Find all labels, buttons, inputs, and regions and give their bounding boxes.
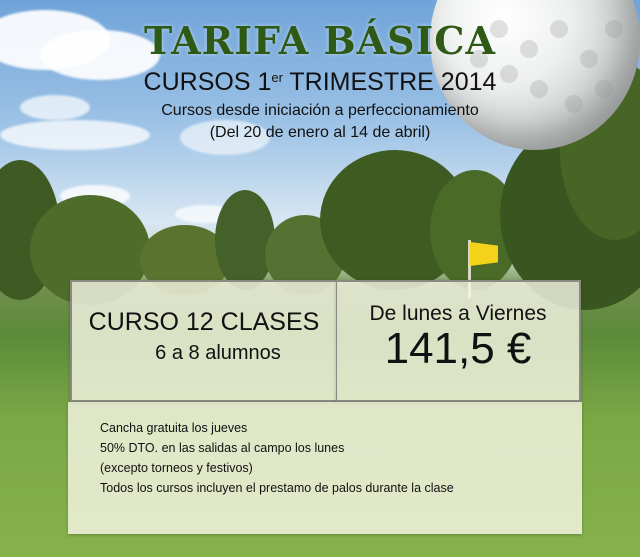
golf-flag-icon — [470, 242, 498, 266]
subtitle-rest: TRIMESTRE 2014 — [282, 68, 497, 96]
poster-subtitle — [0, 68, 640, 97]
info-item: 50% DTO. en las salidas al campo los lunes — [100, 441, 345, 455]
price-days: De lunes a Viernes — [369, 302, 547, 325]
course-description: Cursos desde iniciación a perfeccionamiento — [161, 102, 479, 119]
info-item: (excepto torneos y festivos) — [100, 461, 253, 475]
tree — [215, 190, 275, 290]
course-dates: (Del 20 de enero al 14 de abril) — [209, 124, 431, 141]
price-amount: 141,5 € — [384, 324, 532, 373]
poster-title: TARIFA BÁSICA — [143, 18, 497, 63]
subtitle-superscript: er — [271, 70, 283, 85]
info-item: Cancha gratuita los jueves — [100, 421, 248, 435]
subtitle-main: CURSOS 1 — [143, 68, 272, 96]
info-item: Todos los cursos incluyen el prestamo de palos durante la clase — [100, 481, 454, 495]
info-list — [100, 418, 454, 498]
course-students: 6 a 8 alumnos — [155, 342, 281, 364]
course-name: CURSO 12 CLASES — [88, 308, 320, 336]
course-panel — [70, 280, 337, 402]
price-panel — [336, 280, 581, 402]
info-panel — [68, 402, 582, 534]
